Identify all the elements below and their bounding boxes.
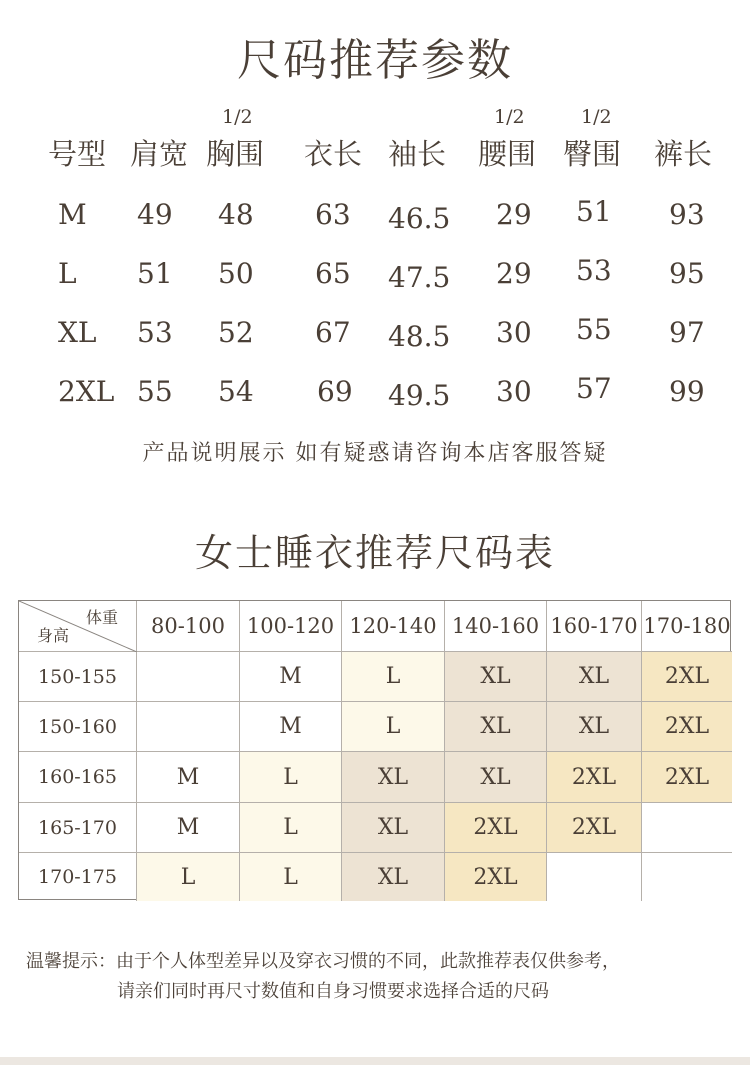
weight-header-cell: 160-170 <box>547 601 642 652</box>
spec-value-cell: 48 <box>218 198 254 231</box>
size-cell <box>137 652 240 702</box>
spec-size-label: 2XL <box>58 375 115 408</box>
spec-value-cell: 29 <box>496 198 532 231</box>
size-cell: L <box>137 853 240 901</box>
weight-header-cell: 140-160 <box>445 601 547 652</box>
spec-value-cell: 55 <box>137 375 173 408</box>
spec-value-cell: 51 <box>576 195 612 228</box>
weight-header-cell: 120-140 <box>342 601 445 652</box>
size-cell: XL <box>547 702 642 752</box>
spec-value-cell: 49 <box>137 198 173 231</box>
height-header-cell: 170-175 <box>19 853 137 901</box>
spec-value-cell: 50 <box>218 257 254 290</box>
size-cell: XL <box>342 853 445 901</box>
spec-header-cell: 袖长 <box>388 137 447 171</box>
size-cell: 2XL <box>642 702 732 752</box>
spec-header-cell: 腰围 <box>478 137 537 171</box>
spec-value-cell: 53 <box>576 254 612 287</box>
size-cell: 2XL <box>547 803 642 853</box>
size-cell <box>137 702 240 752</box>
size-cell: L <box>342 652 445 702</box>
spec-value-cell: 99 <box>669 375 705 408</box>
recommend-title: 女士睡衣推荐尺码表 <box>194 531 555 575</box>
corner-weight-label: 体重 <box>85 608 118 627</box>
size-cell: L <box>240 752 342 803</box>
spec-value-cell: 52 <box>218 316 254 349</box>
spec-size-label: XL <box>58 316 97 349</box>
spec-value-cell: 46.5 <box>388 202 451 235</box>
size-cell: M <box>137 803 240 853</box>
spec-value-cell: 57 <box>576 372 612 405</box>
spec-value-cell: 95 <box>669 257 705 290</box>
height-header-cell: 160-165 <box>19 752 137 803</box>
size-cell: XL <box>547 652 642 702</box>
spec-value-cell: 69 <box>317 375 353 408</box>
spec-value-cell: 93 <box>669 198 705 231</box>
spec-note: 产品说明展示 如有疑惑请咨询本店客服答疑 <box>142 441 608 466</box>
tip-line-2: 请亲们同时再尺寸数值和自身习惯要求选择合适的尺码 <box>117 981 549 1002</box>
size-cell: 2XL <box>642 752 732 803</box>
spec-header-cell: 裤长 <box>654 137 713 171</box>
spec-value-cell: 30 <box>496 375 532 408</box>
spec-value-cell: 30 <box>496 316 532 349</box>
spec-value-cell: 67 <box>315 316 351 349</box>
size-cell: XL <box>342 752 445 803</box>
spec-value-cell: 53 <box>137 316 173 349</box>
size-cell: XL <box>445 752 547 803</box>
spec-header-cell: 肩宽 <box>130 137 189 171</box>
height-header-cell: 150-160 <box>19 702 137 752</box>
spec-size-label: L <box>58 257 77 290</box>
size-cell: XL <box>342 803 445 853</box>
recommend-table <box>18 600 731 900</box>
half-measure-label: 1/2 <box>494 106 525 128</box>
spec-value-cell: 49.5 <box>388 379 451 412</box>
size-cell <box>547 853 642 901</box>
size-cell: L <box>240 853 342 901</box>
weight-header-cell: 80-100 <box>137 601 240 652</box>
size-cell: M <box>240 652 342 702</box>
spec-value-cell: 47.5 <box>388 261 451 294</box>
spec-header-cell: 号型 <box>48 137 107 171</box>
size-cell: M <box>240 702 342 752</box>
size-cell: 2XL <box>445 853 547 901</box>
spec-header-cell: 胸围 <box>206 137 265 171</box>
tip-line-1: 温馨提示：由于个人体型差异以及穿衣习惯的不同，此款推荐表仅供参考， <box>26 951 620 972</box>
weight-header-cell: 100-120 <box>240 601 342 652</box>
spec-size-label: M <box>58 198 87 231</box>
spec-value-cell: 97 <box>669 316 705 349</box>
height-header-cell: 150-155 <box>19 652 137 702</box>
size-cell: 2XL <box>445 803 547 853</box>
corner-height-label: 身高 <box>37 626 70 645</box>
size-cell: 2XL <box>642 652 732 702</box>
footer-bar <box>0 1057 750 1065</box>
size-cell <box>642 853 732 901</box>
spec-value-cell: 65 <box>315 257 351 290</box>
size-cell: XL <box>445 702 547 752</box>
spec-value-cell: 48.5 <box>388 320 451 353</box>
size-cell <box>642 803 732 853</box>
half-measure-label: 1/2 <box>581 106 612 128</box>
spec-value-cell: 51 <box>137 257 173 290</box>
spec-header-cell: 臀围 <box>563 137 622 171</box>
spec-value-cell: 29 <box>496 257 532 290</box>
size-cell: M <box>137 752 240 803</box>
spec-title: 尺码推荐参数 <box>237 35 513 86</box>
corner-header-cell <box>19 601 137 652</box>
size-cell: L <box>240 803 342 853</box>
weight-header-cell: 170-180 <box>642 601 732 652</box>
spec-value-cell: 54 <box>218 375 254 408</box>
height-header-cell: 165-170 <box>19 803 137 853</box>
spec-header-cell: 衣长 <box>304 137 363 171</box>
spec-value-cell: 63 <box>315 198 351 231</box>
size-cell: L <box>342 702 445 752</box>
size-cell: 2XL <box>547 752 642 803</box>
half-measure-label: 1/2 <box>222 106 253 128</box>
spec-value-cell: 55 <box>576 313 612 346</box>
size-cell: XL <box>445 652 547 702</box>
